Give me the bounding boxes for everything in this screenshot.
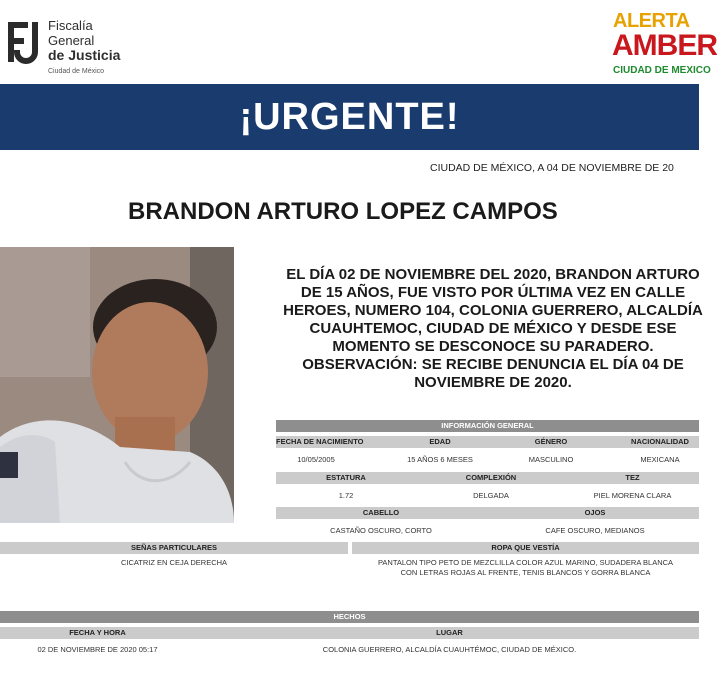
org-name-line-2: General bbox=[48, 33, 95, 48]
ropa-value-line-2: CON LETRAS ROJAS AL FRENTE, TENIS BLANCOS Y GORRA BLANCA bbox=[400, 568, 651, 577]
info-section-header: INFORMACIÓN GENERAL bbox=[276, 420, 699, 432]
value-date-time: 02 DE NOVIEMBRE DE 2020 05:17 bbox=[37, 645, 158, 654]
info-row3-labels bbox=[276, 507, 699, 519]
value-nationality: MEXICANA bbox=[640, 455, 680, 464]
alert-amber-logo-line-1: ALERTA bbox=[613, 10, 690, 32]
description-line: CUAUHTEMOC, CIUDAD DE MÉXICO Y DESDE ESE bbox=[309, 320, 677, 337]
value-age: 15 AÑOS 6 MESES bbox=[407, 455, 473, 464]
value-birthdate: 10/05/2005 bbox=[297, 455, 335, 464]
info-row1-labels bbox=[276, 436, 699, 448]
alert-amber-logo-line-3: CIUDAD DE MEXICO bbox=[613, 65, 711, 76]
value-build: DELGADA bbox=[473, 491, 509, 500]
label-eyes: OJOS bbox=[584, 508, 606, 517]
label-place: LUGAR bbox=[436, 628, 463, 637]
label-birthdate: FECHA DE NACIMIENTO bbox=[276, 437, 364, 446]
alert-amber-logo-line-2: AMBER bbox=[612, 29, 717, 62]
value-height: 1.72 bbox=[338, 491, 354, 500]
label-skin: TEZ bbox=[625, 473, 640, 482]
label-date-time: FECHA Y HORA bbox=[69, 628, 126, 637]
fgj-logo-icon bbox=[2, 18, 42, 72]
person-photo-illustration bbox=[0, 247, 234, 523]
description-line: MOMENTO SE DESCONOCE SU PARADERO. bbox=[332, 338, 654, 355]
label-build: COMPLEXIÓN bbox=[465, 473, 517, 482]
description-line: NOVIEMBRE DE 2020. bbox=[414, 374, 572, 391]
ropa-header bbox=[352, 542, 699, 554]
description-line: OBSERVACIÓN: SE RECIBE DENUNCIA EL DÍA 04 DE bbox=[302, 356, 684, 373]
hechos-header: HECHOS bbox=[0, 611, 699, 623]
info-row2-labels bbox=[276, 472, 699, 484]
label-age: EDAD bbox=[429, 437, 451, 446]
org-name-line-1: Fiscalía bbox=[48, 18, 93, 33]
label-height: ESTATURA bbox=[326, 473, 366, 482]
org-name-line-3: de Justicia bbox=[48, 47, 121, 63]
dateline: CIUDAD DE MÉXICO, A 04 DE NOVIEMBRE DE 20 bbox=[430, 162, 674, 174]
value-skin: PIEL MORENA CLARA bbox=[593, 491, 672, 500]
org-name-line-4: Ciudad de México bbox=[48, 68, 105, 75]
value-place: COLONIA GUERRERO, ALCALDÍA CUAUHTÉMOC, CIUDAD DE MÉXICO. bbox=[322, 645, 577, 654]
senas-header bbox=[0, 542, 348, 554]
label-nationality: NACIONALIDAD bbox=[631, 437, 689, 446]
description-line: EL DÍA 02 DE NOVIEMBRE DEL 2020, BRANDON ARTURO bbox=[286, 266, 700, 283]
hechos-labels bbox=[0, 627, 699, 639]
ropa-label: ROPA QUE VESTÍA bbox=[491, 543, 560, 552]
description-line: DE 15 AÑOS, FUE VISTO POR ÚLTIMA VEZ EN CALLE bbox=[300, 284, 686, 301]
urgent-banner-text: ¡URGENTE! bbox=[239, 96, 460, 138]
incident-description bbox=[278, 266, 708, 392]
value-hair: CASTAÑO OSCURO, CORTO bbox=[330, 526, 432, 535]
ropa-value-line-1: PANTALON TIPO PETO DE MEZCLILLA COLOR AZUL MARINO, SUDADERA BLANCA bbox=[377, 558, 674, 567]
description-line: HEROES, NUMERO 104, COLONIA GUERRERO, ALCALDÍA bbox=[283, 302, 703, 319]
value-eyes: CAFE OSCURO, MEDIANOS bbox=[545, 526, 645, 535]
value-gender: MASCULINO bbox=[528, 455, 574, 464]
senas-label: SEÑAS PARTICULARES bbox=[130, 543, 218, 552]
label-gender: GÉNERO bbox=[534, 437, 568, 446]
label-hair: CABELLO bbox=[362, 508, 400, 517]
senas-value: CICATRIZ EN CEJA DERECHA bbox=[120, 558, 228, 567]
missing-person-name: BRANDON ARTURO LOPEZ CAMPOS bbox=[128, 198, 558, 225]
missing-person-photo bbox=[0, 247, 234, 523]
